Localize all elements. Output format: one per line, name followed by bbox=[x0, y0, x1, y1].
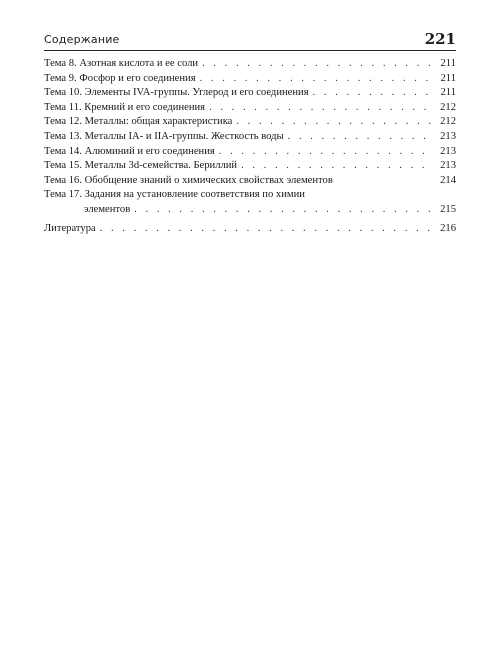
dot-leader bbox=[219, 145, 432, 160]
section-title: Содержание bbox=[44, 33, 120, 46]
toc-entry-title: Тема 11. Кремний и его соединения bbox=[44, 101, 206, 113]
toc-entry-page: 212 bbox=[440, 101, 456, 113]
toc-entry[interactable] bbox=[44, 174, 456, 189]
toc-entry-title: Тема 14. Алюминий и его соединения bbox=[44, 145, 215, 157]
toc-entry-title: Тема 9. Фосфор и его соединения bbox=[44, 72, 196, 84]
toc-entry-page: 212 bbox=[440, 116, 456, 128]
dot-leader bbox=[288, 130, 432, 145]
dot-leader bbox=[100, 222, 432, 237]
running-header bbox=[44, 28, 456, 51]
toc-entry[interactable] bbox=[44, 115, 456, 130]
toc-entry[interactable] bbox=[44, 145, 456, 160]
toc-entry[interactable] bbox=[44, 159, 456, 174]
dot-leader bbox=[236, 115, 432, 130]
toc-entry[interactable] bbox=[44, 101, 456, 116]
toc-entry-page: 215 bbox=[440, 203, 456, 215]
toc-entry-page: 211 bbox=[440, 72, 456, 84]
toc-entry-page: 211 bbox=[440, 87, 456, 99]
toc-entry-title: Тема 15. Металлы 3d-семейства. Бериллий bbox=[44, 160, 238, 172]
page-number: 221 bbox=[424, 30, 456, 48]
toc-entry-title: Тема 13. Металлы IA- и IIA-группы. Жесткость воды bbox=[44, 130, 284, 142]
toc-entry-title: Тема 16. Обобщение знаний о химических свойствах элементов bbox=[44, 174, 333, 186]
toc-entry-literature[interactable] bbox=[44, 222, 456, 237]
toc-entry-title: Тема 8. Азотная кислота и ее соли bbox=[44, 58, 199, 69]
toc-entry-page: 213 bbox=[440, 130, 456, 142]
dot-leader bbox=[200, 72, 432, 87]
toc-entry-page: 211 bbox=[440, 58, 456, 69]
table-of-contents bbox=[44, 57, 456, 236]
literature-title: Литература bbox=[44, 222, 96, 234]
toc-entry[interactable] bbox=[44, 130, 456, 145]
dot-leader bbox=[241, 159, 432, 174]
toc-entry-title: Тема 12. Металлы: общая характеристика bbox=[44, 116, 233, 128]
literature-page: 216 bbox=[440, 222, 456, 234]
toc-entry-title-line2: элементов bbox=[84, 203, 131, 215]
dot-leader bbox=[313, 86, 432, 101]
toc-entry[interactable] bbox=[44, 86, 456, 101]
toc-entry-title-line1: Тема 17. Задания на установление соответствия по химии bbox=[44, 189, 305, 201]
toc-entry[interactable] bbox=[44, 57, 456, 72]
toc-entry[interactable] bbox=[44, 188, 456, 217]
toc-entry-page: 214 bbox=[440, 174, 456, 186]
toc-entry[interactable] bbox=[44, 72, 456, 87]
dot-leader bbox=[134, 203, 432, 218]
toc-entry-page: 213 bbox=[440, 145, 456, 157]
toc-entry-page: 213 bbox=[440, 160, 456, 172]
toc-entry-title: Тема 10. Элементы IVA-группы. Углерод и его соединения bbox=[44, 87, 309, 99]
dot-leader bbox=[202, 57, 432, 72]
dot-leader bbox=[209, 101, 432, 116]
